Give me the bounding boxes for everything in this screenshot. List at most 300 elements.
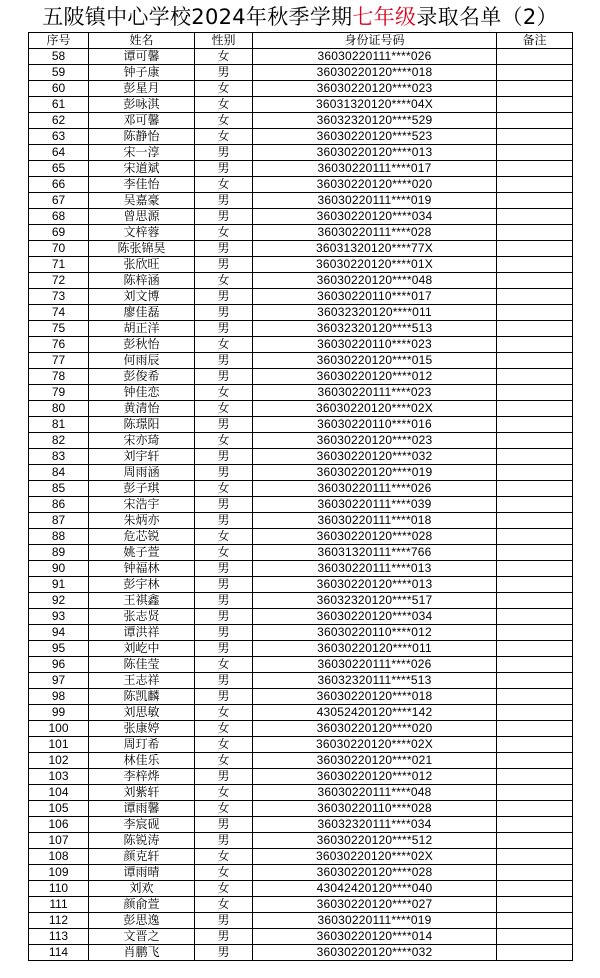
table-row	[29, 129, 573, 145]
cell-id-number: 36030220120****02X	[253, 737, 497, 753]
cell-gender: 女	[195, 433, 253, 449]
cell-gender: 男	[195, 913, 253, 929]
cell-gender: 女	[195, 529, 253, 545]
cell-number: 96	[29, 657, 89, 673]
cell-id-number: 36030220120****018	[253, 65, 497, 81]
cell-name: 陈梓涵	[89, 273, 195, 289]
cell-remarks	[497, 129, 573, 145]
table-row	[29, 417, 573, 433]
cell-remarks	[497, 881, 573, 897]
table-row	[29, 289, 573, 305]
cell-number: 63	[29, 129, 89, 145]
table-row	[29, 625, 573, 641]
cell-number: 91	[29, 577, 89, 593]
cell-number: 102	[29, 753, 89, 769]
cell-remarks	[497, 289, 573, 305]
table-row	[29, 337, 573, 353]
cell-number: 90	[29, 561, 89, 577]
cell-number: 101	[29, 737, 89, 753]
table-row	[29, 817, 573, 833]
table-row	[29, 481, 573, 497]
col-header-remarks: 备注	[497, 33, 573, 49]
cell-id-number: 36030220120****523	[253, 129, 497, 145]
cell-id-number: 36030220110****016	[253, 417, 497, 433]
cell-name: 彭俊希	[89, 369, 195, 385]
table-row	[29, 753, 573, 769]
cell-name: 曾思源	[89, 209, 195, 225]
cell-remarks	[497, 897, 573, 913]
table-row	[29, 273, 573, 289]
cell-name: 周玎希	[89, 737, 195, 753]
cell-remarks	[497, 801, 573, 817]
cell-gender: 男	[195, 929, 253, 945]
cell-gender: 男	[195, 369, 253, 385]
cell-number: 105	[29, 801, 89, 817]
cell-id-number: 36030220110****017	[253, 289, 497, 305]
cell-name: 陈凯麟	[89, 689, 195, 705]
cell-remarks	[497, 385, 573, 401]
cell-number: 68	[29, 209, 89, 225]
cell-id-number: 36030220111****028	[253, 225, 497, 241]
cell-number: 98	[29, 689, 89, 705]
table-row	[29, 321, 573, 337]
cell-name: 何雨辰	[89, 353, 195, 369]
cell-id-number: 36030220120****02X	[253, 401, 497, 417]
cell-gender: 女	[195, 385, 253, 401]
cell-number: 73	[29, 289, 89, 305]
cell-remarks	[497, 913, 573, 929]
cell-id-number: 36030220120****048	[253, 273, 497, 289]
cell-name: 钟子康	[89, 65, 195, 81]
cell-gender: 女	[195, 801, 253, 817]
cell-gender: 男	[195, 625, 253, 641]
cell-gender: 男	[195, 305, 253, 321]
cell-gender: 男	[195, 577, 253, 593]
cell-name: 王祺鑫	[89, 593, 195, 609]
cell-name: 李佳怡	[89, 177, 195, 193]
cell-number: 100	[29, 721, 89, 737]
table-row	[29, 689, 573, 705]
cell-number: 88	[29, 529, 89, 545]
table-row	[29, 609, 573, 625]
table-row	[29, 49, 573, 65]
cell-remarks	[497, 113, 573, 129]
cell-remarks	[497, 305, 573, 321]
cell-id-number: 36030220120****023	[253, 433, 497, 449]
cell-name: 宋道斌	[89, 161, 195, 177]
cell-number: 65	[29, 161, 89, 177]
table-row	[29, 785, 573, 801]
cell-number: 78	[29, 369, 89, 385]
cell-number: 60	[29, 81, 89, 97]
cell-name: 李宸砚	[89, 817, 195, 833]
table-row	[29, 561, 573, 577]
cell-name: 刘紫轩	[89, 785, 195, 801]
cell-id-number: 36030220120****012	[253, 369, 497, 385]
cell-number: 97	[29, 673, 89, 689]
cell-number: 93	[29, 609, 89, 625]
cell-id-number: 36030220120****028	[253, 865, 497, 881]
cell-number: 112	[29, 913, 89, 929]
cell-number: 62	[29, 113, 89, 129]
cell-number: 59	[29, 65, 89, 81]
cell-number: 67	[29, 193, 89, 209]
cell-remarks	[497, 529, 573, 545]
cell-remarks	[497, 641, 573, 657]
cell-gender: 女	[195, 49, 253, 65]
cell-remarks	[497, 177, 573, 193]
cell-gender: 男	[195, 833, 253, 849]
col-header-name: 姓名	[89, 33, 195, 49]
table-row	[29, 449, 573, 465]
cell-number: 103	[29, 769, 89, 785]
cell-id-number: 36030220120****019	[253, 465, 497, 481]
cell-id-number: 36030220120****023	[253, 81, 497, 97]
table-row	[29, 657, 573, 673]
cell-remarks	[497, 625, 573, 641]
cell-number: 106	[29, 817, 89, 833]
cell-id-number: 36030220120****01X	[253, 257, 497, 273]
cell-name: 刘宇轩	[89, 449, 195, 465]
cell-remarks	[497, 369, 573, 385]
cell-name: 钟福林	[89, 561, 195, 577]
cell-number: 76	[29, 337, 89, 353]
cell-gender: 男	[195, 609, 253, 625]
cell-remarks	[497, 609, 573, 625]
cell-name: 宋一淳	[89, 145, 195, 161]
title-suffix: 录取名单（2）	[416, 5, 558, 29]
cell-id-number: 36030220120****027	[253, 897, 497, 913]
table-row	[29, 913, 573, 929]
cell-id-number: 36030220111****023	[253, 385, 497, 401]
cell-name: 吴嘉豪	[89, 193, 195, 209]
cell-id-number: 36031320120****04X	[253, 97, 497, 113]
cell-name: 彭宇林	[89, 577, 195, 593]
cell-id-number: 36030220120****512	[253, 833, 497, 849]
cell-remarks	[497, 705, 573, 721]
cell-name: 危芯锐	[89, 529, 195, 545]
table-row	[29, 161, 573, 177]
table-row	[29, 849, 573, 865]
cell-number: 108	[29, 849, 89, 865]
table-row	[29, 833, 573, 849]
cell-gender: 男	[195, 769, 253, 785]
cell-id-number: 36030220120****020	[253, 177, 497, 193]
cell-name: 彭秋怡	[89, 337, 195, 353]
table-row	[29, 193, 573, 209]
cell-id-number: 36030220110****012	[253, 625, 497, 641]
cell-name: 周雨涵	[89, 465, 195, 481]
cell-remarks	[497, 849, 573, 865]
table-row	[29, 497, 573, 513]
cell-name: 陈静怡	[89, 129, 195, 145]
cell-gender: 女	[195, 721, 253, 737]
table-row	[29, 897, 573, 913]
table-row	[29, 145, 573, 161]
cell-gender: 男	[195, 353, 253, 369]
cell-name: 张康婷	[89, 721, 195, 737]
table-row	[29, 401, 573, 417]
cell-gender: 男	[195, 673, 253, 689]
cell-id-number: 36030220120****018	[253, 689, 497, 705]
cell-gender: 女	[195, 897, 253, 913]
cell-id-number: 36030220120****032	[253, 945, 497, 961]
cell-number: 94	[29, 625, 89, 641]
cell-gender: 男	[195, 161, 253, 177]
cell-remarks	[497, 753, 573, 769]
cell-number: 107	[29, 833, 89, 849]
cell-name: 陈张锦昊	[89, 241, 195, 257]
table-row	[29, 737, 573, 753]
cell-gender: 男	[195, 145, 253, 161]
cell-number: 71	[29, 257, 89, 273]
table-row	[29, 241, 573, 257]
table-row	[29, 385, 573, 401]
cell-remarks	[497, 945, 573, 961]
cell-remarks	[497, 401, 573, 417]
cell-id-number: 36030220120****02X	[253, 849, 497, 865]
cell-number: 86	[29, 497, 89, 513]
cell-remarks	[497, 593, 573, 609]
cell-number: 85	[29, 481, 89, 497]
cell-remarks	[497, 417, 573, 433]
cell-name: 颜克轩	[89, 849, 195, 865]
cell-gender: 女	[195, 737, 253, 753]
cell-remarks	[497, 481, 573, 497]
cell-number: 58	[29, 49, 89, 65]
cell-remarks	[497, 769, 573, 785]
cell-gender: 男	[195, 641, 253, 657]
cell-remarks	[497, 561, 573, 577]
cell-gender: 女	[195, 545, 253, 561]
cell-gender: 女	[195, 225, 253, 241]
cell-id-number: 36032320111****034	[253, 817, 497, 833]
cell-name: 颜俞萱	[89, 897, 195, 913]
cell-id-number: 36030220111****017	[253, 161, 497, 177]
cell-remarks	[497, 433, 573, 449]
cell-remarks	[497, 225, 573, 241]
cell-gender: 男	[195, 321, 253, 337]
table-row	[29, 945, 573, 961]
cell-gender: 女	[195, 401, 253, 417]
cell-name: 肖鹏飞	[89, 945, 195, 961]
cell-id-number: 36030220110****023	[253, 337, 497, 353]
table-row	[29, 881, 573, 897]
cell-remarks	[497, 497, 573, 513]
cell-name: 彭咏淇	[89, 97, 195, 113]
cell-name: 文晋之	[89, 929, 195, 945]
table-row	[29, 721, 573, 737]
table-row	[29, 225, 573, 241]
col-header-id-number: 身份证号码	[253, 33, 497, 49]
cell-gender: 女	[195, 113, 253, 129]
page-title	[0, 4, 600, 30]
cell-id-number: 43052420120****142	[253, 705, 497, 721]
cell-remarks	[497, 193, 573, 209]
table-row	[29, 369, 573, 385]
cell-name: 陈璟阳	[89, 417, 195, 433]
cell-remarks	[497, 321, 573, 337]
table-row	[29, 305, 573, 321]
cell-gender: 男	[195, 513, 253, 529]
table-row	[29, 81, 573, 97]
col-header-number: 序号	[29, 33, 89, 49]
table-row	[29, 641, 573, 657]
cell-id-number: 36030220111****018	[253, 513, 497, 529]
cell-remarks	[497, 49, 573, 65]
cell-id-number: 36030220120****021	[253, 753, 497, 769]
cell-remarks	[497, 673, 573, 689]
cell-remarks	[497, 689, 573, 705]
cell-number: 77	[29, 353, 89, 369]
cell-gender: 男	[195, 449, 253, 465]
cell-number: 109	[29, 865, 89, 881]
table-row	[29, 593, 573, 609]
table-row	[29, 433, 573, 449]
cell-id-number: 36030220120****032	[253, 449, 497, 465]
cell-gender: 女	[195, 337, 253, 353]
cell-id-number: 36032320120****011	[253, 305, 497, 321]
col-header-gender: 性别	[195, 33, 253, 49]
cell-remarks	[497, 257, 573, 273]
table-row	[29, 705, 573, 721]
cell-remarks	[497, 273, 573, 289]
cell-name: 宋浩宇	[89, 497, 195, 513]
cell-remarks	[497, 97, 573, 113]
cell-gender: 女	[195, 657, 253, 673]
cell-number: 70	[29, 241, 89, 257]
cell-gender: 男	[195, 193, 253, 209]
cell-gender: 女	[195, 97, 253, 113]
cell-number: 111	[29, 897, 89, 913]
cell-gender: 男	[195, 561, 253, 577]
cell-name: 钟佳恋	[89, 385, 195, 401]
cell-number: 87	[29, 513, 89, 529]
table-row	[29, 513, 573, 529]
cell-id-number: 36030220111****048	[253, 785, 497, 801]
cell-name: 刘文博	[89, 289, 195, 305]
cell-name: 陈佳莹	[89, 657, 195, 673]
cell-remarks	[497, 929, 573, 945]
cell-number: 61	[29, 97, 89, 113]
cell-id-number: 36030220111****039	[253, 497, 497, 513]
cell-gender: 女	[195, 273, 253, 289]
cell-id-number: 36031320111****766	[253, 545, 497, 561]
table-row	[29, 209, 573, 225]
cell-id-number: 36030220110****028	[253, 801, 497, 817]
cell-gender: 男	[195, 689, 253, 705]
cell-remarks	[497, 721, 573, 737]
cell-gender: 女	[195, 81, 253, 97]
cell-name: 刘屹中	[89, 641, 195, 657]
cell-id-number: 36030220120****013	[253, 145, 497, 161]
cell-remarks	[497, 513, 573, 529]
cell-name: 彭星月	[89, 81, 195, 97]
cell-gender: 女	[195, 881, 253, 897]
cell-remarks	[497, 337, 573, 353]
cell-id-number: 36030220111****019	[253, 193, 497, 209]
cell-number: 79	[29, 385, 89, 401]
header-row	[29, 33, 573, 49]
table-row	[29, 257, 573, 273]
cell-name: 谭雨晴	[89, 865, 195, 881]
cell-name: 文梓蓉	[89, 225, 195, 241]
cell-remarks	[497, 449, 573, 465]
cell-id-number: 36030220111****026	[253, 657, 497, 673]
cell-number: 81	[29, 417, 89, 433]
cell-name: 廖佳磊	[89, 305, 195, 321]
cell-remarks	[497, 785, 573, 801]
cell-name: 李梓烨	[89, 769, 195, 785]
cell-remarks	[497, 577, 573, 593]
admission-table	[28, 32, 573, 961]
cell-remarks	[497, 545, 573, 561]
cell-gender: 女	[195, 705, 253, 721]
cell-id-number: 36032320120****513	[253, 321, 497, 337]
cell-remarks	[497, 145, 573, 161]
cell-number: 99	[29, 705, 89, 721]
cell-id-number: 36032320120****529	[253, 113, 497, 129]
cell-number: 69	[29, 225, 89, 241]
cell-remarks	[497, 865, 573, 881]
cell-remarks	[497, 81, 573, 97]
table-row	[29, 929, 573, 945]
cell-id-number: 36031320120****77X	[253, 241, 497, 257]
cell-number: 72	[29, 273, 89, 289]
cell-name: 邓可馨	[89, 113, 195, 129]
table-row	[29, 769, 573, 785]
cell-remarks	[497, 161, 573, 177]
cell-name: 黄清怡	[89, 401, 195, 417]
table-row	[29, 529, 573, 545]
cell-name: 刘思敏	[89, 705, 195, 721]
cell-name: 姚子萱	[89, 545, 195, 561]
table-body	[29, 49, 573, 961]
cell-name: 彭子琪	[89, 481, 195, 497]
cell-number: 66	[29, 177, 89, 193]
cell-number: 113	[29, 929, 89, 945]
cell-number: 110	[29, 881, 89, 897]
cell-gender: 男	[195, 465, 253, 481]
cell-number: 89	[29, 545, 89, 561]
table-row	[29, 97, 573, 113]
cell-number: 75	[29, 321, 89, 337]
cell-remarks	[497, 833, 573, 849]
cell-gender: 女	[195, 785, 253, 801]
cell-gender: 女	[195, 753, 253, 769]
title-prefix: 五陂镇中心学校2024年秋季学期	[42, 5, 353, 29]
cell-number: 95	[29, 641, 89, 657]
cell-id-number: 36030220120****028	[253, 529, 497, 545]
cell-number: 64	[29, 145, 89, 161]
title-grade-highlight: 七年级	[352, 5, 417, 29]
cell-remarks	[497, 353, 573, 369]
cell-gender: 男	[195, 945, 253, 961]
cell-name: 宋亦琦	[89, 433, 195, 449]
cell-gender: 男	[195, 257, 253, 273]
cell-name: 王志祥	[89, 673, 195, 689]
cell-name: 胡正洋	[89, 321, 195, 337]
cell-name: 陈锐涛	[89, 833, 195, 849]
cell-gender: 男	[195, 241, 253, 257]
cell-id-number: 36030220120****011	[253, 641, 497, 657]
cell-id-number: 36030220111****019	[253, 913, 497, 929]
cell-name: 刘欢	[89, 881, 195, 897]
table-row	[29, 577, 573, 593]
cell-id-number: 36030220120****012	[253, 769, 497, 785]
cell-id-number: 36030220111****013	[253, 561, 497, 577]
cell-number: 82	[29, 433, 89, 449]
